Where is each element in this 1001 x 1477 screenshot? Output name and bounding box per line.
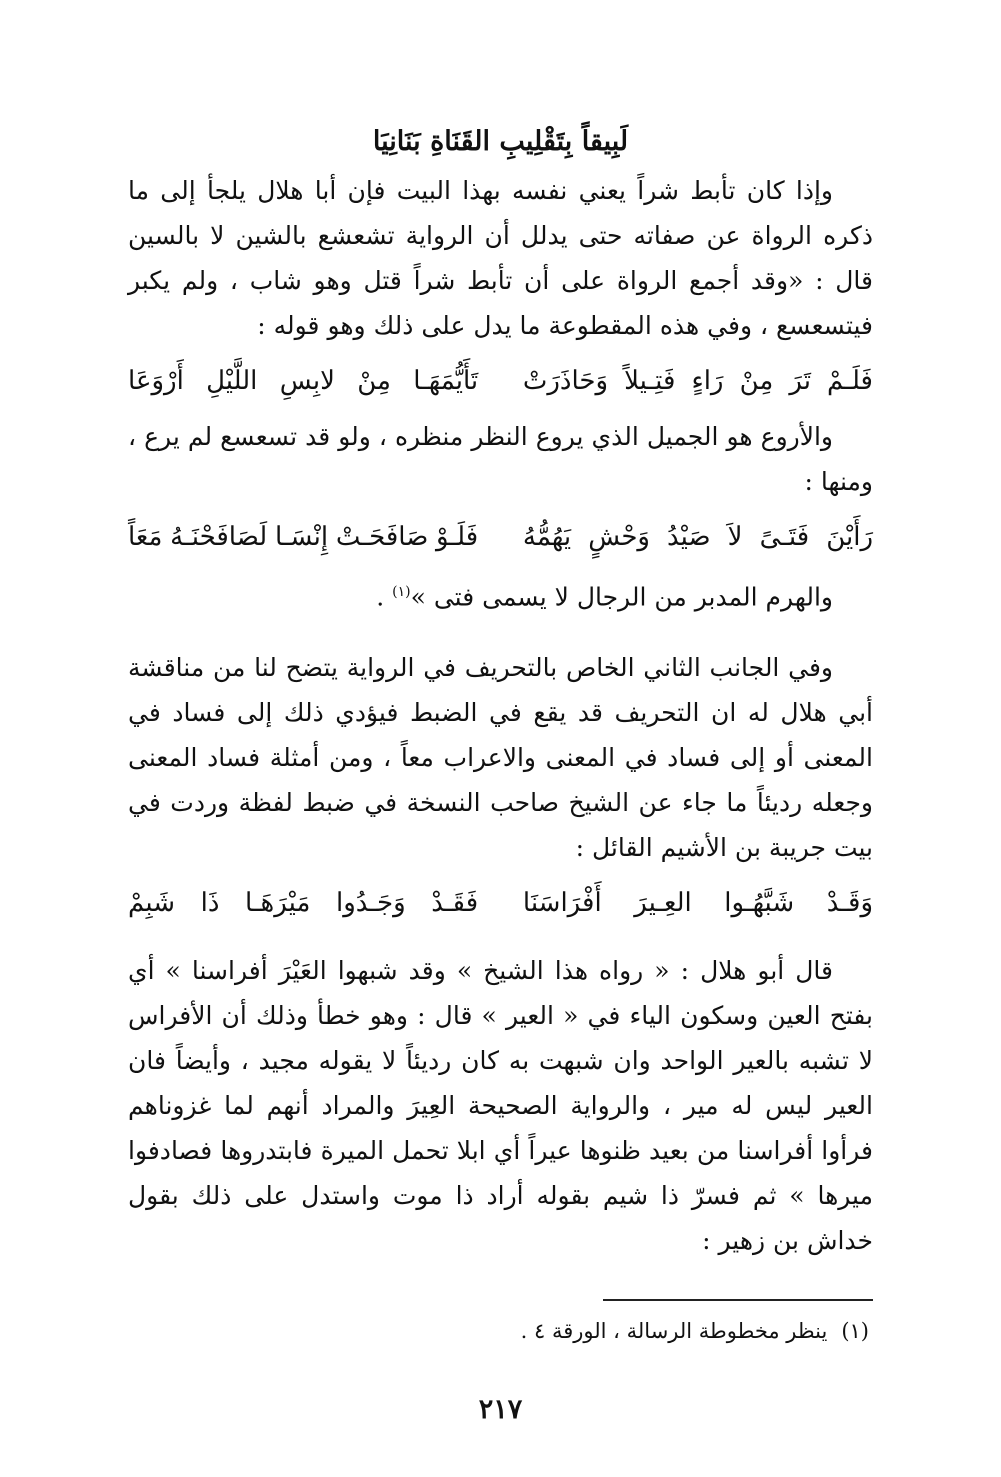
poem-word: رَاءٍ [691, 366, 724, 396]
poem-word: فَلَـوْ [436, 522, 479, 552]
spacer [128, 936, 873, 948]
paragraph-4: وفي الجانب الثاني الخاص بالتحريف في الرواية يتضح لنا من مناقشة أبي هلال له ان التحريف قد يقع في الضبط فيؤدي ذلك إلى فساد في المعنى أو إلى فساد في المعنى والاعراب معاً ، ومن أمثلة فساد المعنى وجعله رديئاً ما جاء عن الشيخ صاحب النسخة في ضبط لفظة وردت في بيت جريبة بن الأشيم القائل : [128, 653, 873, 863]
poem-line-3 [128, 880, 873, 926]
footnote-ref: (١) [392, 584, 411, 600]
poem-word: مَيْرَهَـا [245, 888, 311, 919]
poem-word: شَبَّهُـوا [724, 888, 795, 919]
poem-word: وَقَـدْ [826, 888, 873, 919]
poem-2-right-hemistich [523, 514, 873, 560]
paragraph-2: والأروع هو الجميل الذي يروع النظر منظره ، ولو قد تسعسع لم يرع ، ومنها : [128, 422, 873, 496]
poem-line-1 [128, 358, 873, 404]
poem-2-left-hemistich [128, 514, 478, 560]
poem-word: تَأَيُّمَهَـا [413, 366, 479, 396]
paragraph-3-end: . [376, 582, 393, 612]
poem-word: وَحْشٍ [588, 522, 650, 552]
poem-word: صَيْدُ [667, 522, 711, 552]
poem-word: وَحَاذَرَتْ [522, 366, 609, 396]
paragraph-1: وإذا كان تأبط شراً يعني نفسه بهذا البيت فإن أبا هلال يلجأ إلى ما ذكره الرواة عن صفاته حتى يدلل أن الرواية تشعشع بالشين لا بالسين قال : «وقد أجمع الرواة على أن تأبط شراً قتل وهو شاب ، ولم يكبر فيتسعسع ، وفي هذه المقطوعة ما يدل على ذلك وهو قوله : [128, 176, 873, 340]
poem-word: فَتَـىً [759, 522, 810, 552]
poem-word: شَبِمْ [128, 888, 175, 919]
poem-word: رَأَيْنَ [826, 522, 873, 552]
poem-word: مِنْ [739, 366, 774, 396]
footnote [128, 1315, 873, 1347]
poem-word: أَفْرَاسَنَا [522, 888, 602, 919]
poem-word: صَافَحَـتْ [335, 522, 429, 552]
poem-word: لاَ [727, 522, 743, 552]
paragraph-5: قال أبو هلال : « رواه هذا الشيخ » وقد شبهوا العَيْرَ أفراسنا » أي بفتح العين وسكون الياء في « العير » قال : وهو خطأ وذلك أن الأفراس لا تشبه بالعير الواحد وان شبهت به كان رديئاً لا يقوله مجيد ، وأيضاً فان العير ليس له مير ، والرواية الصحيحة العِيرَ والمراد أنهم لما غزوناهم فرأوا أفراسنا من بعيد ظنوها عيراً أي ابلا تحمل الميرة فابتدروها فصادفوا ميرها » ثم فسرّ ذا شيم بقوله أراد ذا موت واستدل على ذلك بقول خداش بن زهير : [128, 956, 873, 1256]
spacer [128, 619, 873, 645]
poem-word: إِنْسَـا [274, 522, 329, 552]
poem-word: ذَا [200, 888, 220, 919]
poem-word: فَقَـدْ [431, 888, 479, 919]
poem-word: مِنْ [357, 366, 391, 396]
poem-1-right-hemistich [523, 358, 873, 404]
poem-word: فَلَـمْ [827, 366, 873, 396]
footnote-number: (١) [841, 1319, 869, 1344]
poem-3-right-hemistich [523, 880, 873, 926]
poem-word: مَعَاً [128, 522, 163, 552]
poem-3-left-hemistich [128, 880, 478, 926]
paragraph-3-text: والهرم المدبر من الرجال لا يسمى فتى » [410, 582, 833, 612]
verse-top: لَبِيقاً بِتَقْلِيبِ القَنَاةِ بَنَانِيَا [372, 126, 629, 157]
poem-word: العِـيرَ [634, 888, 692, 919]
paragraph-3 [128, 570, 873, 619]
footnote-divider [603, 1299, 873, 1301]
poem-word: يَهُمُّهُ [522, 522, 572, 552]
poem-word: لابِسِ [279, 366, 335, 396]
footnote-text: ينظر مخطوطة الرسالة ، الورقة ٤ . [520, 1319, 828, 1344]
poem-word: اللَّيْلِ [206, 366, 258, 396]
poem-line-2 [128, 514, 873, 560]
poem-word: تَرَ [789, 366, 811, 396]
poem-word: لَصَافَحْنَـهُ [170, 522, 268, 552]
page-body [128, 112, 873, 1442]
page-number: ٢١٧ [478, 1394, 523, 1425]
poem-1-left-hemistich [128, 358, 478, 404]
poem-word: أَرْوَعَا [128, 366, 184, 396]
poem-word: فَتِـيلاً [624, 366, 676, 396]
poem-word: وَجَـدُوا [336, 888, 406, 919]
